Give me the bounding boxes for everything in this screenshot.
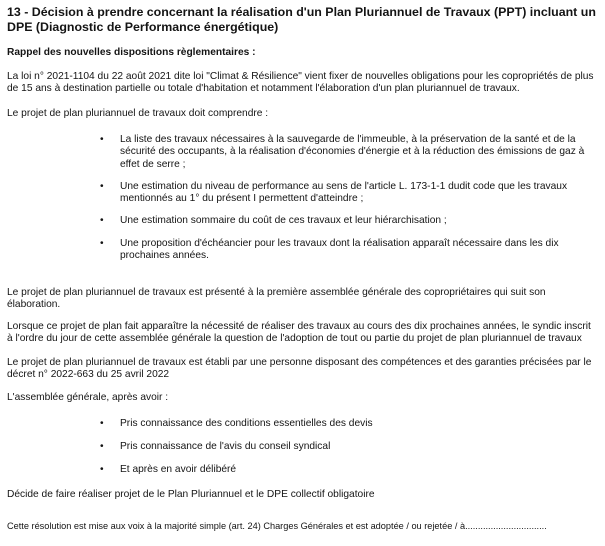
resolution-title: 13 - Décision à prendre concernant la réalisation d'un Plan Pluriannuel de Travaux (PPT) incluant un DPE (Diagnostic de Performance énergétique) xyxy=(7,5,596,34)
syndic-paragraph: Lorsque ce projet de plan fait apparaître la nécessité de réaliser des travaux au cours des dix prochaines années, le syndic inscrit à l'ordre du jour de cette assemblée générale la question de l'adoption de tout ou partie du projet de plan pluriannuel de travaux xyxy=(7,321,591,345)
presentation-paragraph: Le projet de plan pluriannuel de travaux est présenté à la première assemblée générale des copropriétaires qui suit son élaboration. xyxy=(7,287,546,311)
loi-paragraph: La loi n° 2021-1104 du 22 août 2021 dite loi "Climat & Résilience" vient fixer de nouvelles obligations pour les copropriétés de plus de 15 ans à destination partielle ou totale d'habitation et notamment l'élaboration d'un plan pluriannuel de travaux. xyxy=(7,71,594,95)
projet-item-text: Une estimation sommaire du coût de ces travaux et leur hiérarchisation ; xyxy=(120,215,447,226)
projet-item-text: Une estimation du niveau de performance au sens de l'article L. 173-1-1 dudit code que les travaux mentionnés au 1° du présent I permettent d'atteindre ; xyxy=(120,181,568,205)
projet-item-4 xyxy=(100,238,597,263)
assemblee-intro: L'assemblée générale, après avoir : xyxy=(7,392,169,403)
bullet-icon: • xyxy=(100,464,104,475)
assemblee-item-3 xyxy=(100,464,597,476)
etabli-paragraph: Le projet de plan pluriannuel de travaux est établi par une personne disposant des compétences et des garanties précisées par le décret n° 2022-663 du 25 avril 2022 xyxy=(7,357,592,381)
bullet-icon: • xyxy=(100,441,104,452)
vote-line: Cette résolution est mise aux voix à la majorité simple (art. 24) Charges Générales et est adoptée / ou rejetée / à................................ xyxy=(7,521,547,531)
bullet-icon: • xyxy=(100,238,104,249)
projet-item-3 xyxy=(100,215,597,227)
assemblee-item-2 xyxy=(100,441,597,453)
bullet-icon: • xyxy=(100,418,104,429)
decision-line: Décide de faire réaliser projet de le Plan Pluriannuel et le DPE collectif obligatoire xyxy=(7,489,375,500)
rappel-heading: Rappel des nouvelles dispositions règlementaires : xyxy=(7,47,256,58)
projet-item-2 xyxy=(100,181,597,206)
projet-item-text: La liste des travaux nécessaires à la sauvegarde de l'immeuble, à la préservation de la santé et de la sécurité des occupants, à la réalisation d'économies d'énergie et à la réduction des émissions de gaz à effet de serre ; xyxy=(120,134,585,170)
assemblee-item-1 xyxy=(100,418,597,430)
assemblee-item-text: Et après en avoir délibéré xyxy=(120,464,237,475)
assemblee-item-text: Pris connaissance de l'avis du conseil syndical xyxy=(120,441,331,452)
projet-item-text: Une proposition d'échéancier pour les travaux dont la réalisation apparaît nécessaire dans les dix prochaines années. xyxy=(120,238,559,262)
assemblee-item-text: Pris connaissance des conditions essentielles des devis xyxy=(120,418,373,429)
bullet-icon: • xyxy=(100,181,104,192)
projet-intro: Le projet de plan pluriannuel de travaux doit comprendre : xyxy=(7,108,269,119)
projet-item-1 xyxy=(100,134,597,171)
bullet-icon: • xyxy=(100,134,104,145)
bullet-icon: • xyxy=(100,215,104,226)
